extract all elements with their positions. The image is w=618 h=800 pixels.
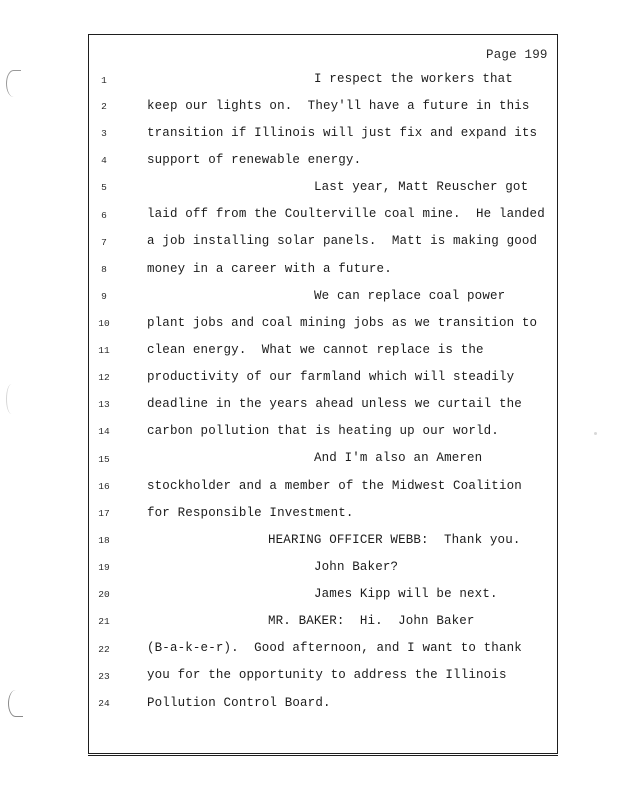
transcript-line: keep our lights on. They'll have a future in this xyxy=(147,99,530,113)
scan-artifact-middle xyxy=(6,384,17,414)
transcript-line: productivity of our farmland which will steadily xyxy=(147,370,515,384)
line-number: 24 xyxy=(98,698,110,709)
transcript-line: James Kipp will be next. xyxy=(314,587,498,601)
line-number: 12 xyxy=(98,372,110,383)
scan-artifact-top xyxy=(6,70,21,97)
transcript-line: HEARING OFFICER WEBB: Thank you. xyxy=(268,533,521,547)
line-number: 3 xyxy=(101,128,107,139)
transcript-line: a job installing solar panels. Matt is making good xyxy=(147,234,538,248)
transcript-line: for Responsible Investment. xyxy=(147,506,354,520)
transcript-line: MR. BAKER: Hi. John Baker xyxy=(268,614,475,628)
transcript-line: carbon pollution that is heating up our world. xyxy=(147,424,499,438)
transcript-line: clean energy. What we cannot replace is the xyxy=(147,343,484,357)
transcript-line: stockholder and a member of the Midwest Coalition xyxy=(147,479,522,493)
transcript-line: deadline in the years ahead unless we curtail the xyxy=(147,397,522,411)
line-number: 16 xyxy=(98,481,110,492)
transcript-line: you for the opportunity to address the Illinois xyxy=(147,668,507,682)
transcript-line: I respect the workers that xyxy=(314,72,513,86)
transcript-line: laid off from the Coulterville coal mine. He landed xyxy=(147,207,545,221)
line-number: 5 xyxy=(101,182,107,193)
line-number: 8 xyxy=(101,264,107,275)
line-number: 13 xyxy=(98,399,110,410)
line-number: 6 xyxy=(101,210,107,221)
line-number: 23 xyxy=(98,671,110,682)
line-number: 19 xyxy=(98,562,110,573)
scan-speck xyxy=(594,432,597,435)
line-number: 14 xyxy=(98,426,110,437)
transcript-line: (B-a-k-e-r). Good afternoon, and I want to thank xyxy=(147,641,522,655)
transcript-line: John Baker? xyxy=(314,560,399,574)
line-number: 10 xyxy=(98,318,110,329)
line-number: 21 xyxy=(98,616,110,627)
line-number: 20 xyxy=(98,589,110,600)
transcript-line: And I'm also an Ameren xyxy=(314,451,483,465)
line-number: 15 xyxy=(98,454,110,465)
scan-artifact-bottom xyxy=(8,690,23,717)
transcript-line: transition if Illinois will just fix and expand its xyxy=(147,126,538,140)
page-number: Page 199 xyxy=(486,48,548,62)
line-number: 9 xyxy=(101,291,107,302)
line-number: 4 xyxy=(101,155,107,166)
transcript-line: support of renewable energy. xyxy=(147,153,362,167)
transcript-line: plant jobs and coal mining jobs as we transition to xyxy=(147,316,538,330)
line-number: 11 xyxy=(98,345,110,356)
line-number: 7 xyxy=(101,237,107,248)
line-number: 17 xyxy=(98,508,110,519)
line-number: 22 xyxy=(98,644,110,655)
transcript-line: We can replace coal power xyxy=(314,289,506,303)
transcript-line: Pollution Control Board. xyxy=(147,696,331,710)
line-number: 1 xyxy=(101,75,107,86)
transcript-line: money in a career with a future. xyxy=(147,262,392,276)
line-number: 2 xyxy=(101,101,107,112)
line-number: 18 xyxy=(98,535,110,546)
transcript-line: Last year, Matt Reuscher got xyxy=(314,180,529,194)
